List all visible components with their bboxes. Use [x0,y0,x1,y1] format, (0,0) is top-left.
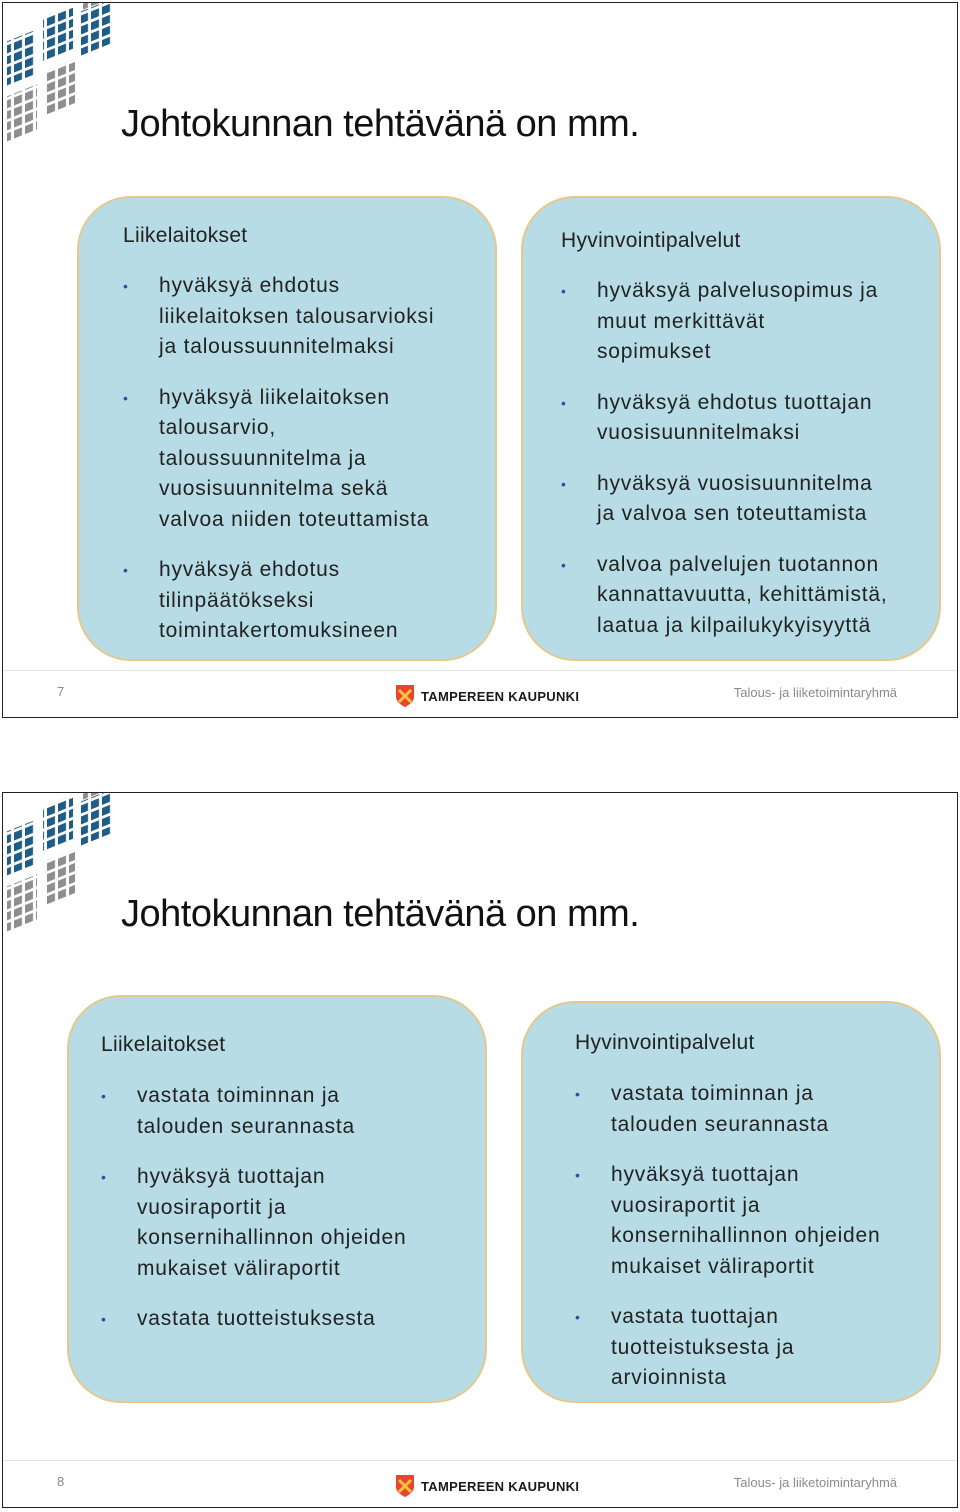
slide-7 [2,2,958,718]
footer-divider [3,1460,957,1461]
tampere-crest-icon [395,1474,415,1498]
liikelaitokset-box [77,196,497,661]
list-item: • vastata tuotteistuksesta [101,1304,465,1335]
page-number: 7 [57,684,65,699]
list-item: • valvoa palvelujen tuotannon kannattavuutta, kehittämistä, laatua ja kilpailukykyisyyttä [561,550,919,642]
list-item: • hyväksyä tuottajan vuosiraportit ja konsernihallinnon ohjeiden mukaiset väliraportit [575,1160,919,1282]
list-item: • hyväksyä vuosisuunnitelma ja valvoa sen toteuttamista [561,469,919,530]
group-name: Talous- ja liiketoimintaryhmä [733,1475,897,1490]
list-item: • hyväksyä palvelusopimus ja muut merkittävät sopimukset [561,276,919,368]
box-heading: Hyvinvointipalvelut [575,1031,755,1054]
box-heading: Hyvinvointipalvelut [561,229,741,252]
hyvinvointipalvelut-box [521,1001,941,1403]
bullet-list [101,1081,465,1355]
footer-divider [3,670,957,671]
box-heading: Liikelaitokset [123,224,248,247]
tampere-crest-icon [395,684,415,708]
page-number: 8 [57,1474,65,1489]
liikelaitokset-box [67,995,487,1403]
list-item: • vastata tuottajan tuotteistuksesta ja arvioinnista [575,1302,919,1394]
bullet-list [561,276,919,661]
list-item: • hyväksyä liikelaitoksen talousarvio, taloussuunnitelma ja vuosisuunnitelma sekä valvoa niiden toteuttamista [123,383,475,536]
slide-title: Johtokunnan tehtävänä on mm. [121,103,640,145]
slide-8 [2,792,958,1508]
list-item: • hyväksyä ehdotus liikelaitoksen talousarvioksi ja taloussuunnitelmaksi [123,271,475,363]
list-item: • vastata toiminnan ja talouden seurannasta [101,1081,465,1142]
list-item: • hyväksyä ehdotus tuottajan vuosisuunnitelmaksi [561,388,919,449]
box-heading: Liikelaitokset [101,1033,226,1056]
bullet-list [575,1079,919,1414]
brand-name: TAMPEREEN KAUPUNKI [421,1478,580,1494]
group-name: Talous- ja liiketoimintaryhmä [733,685,897,700]
city-brand [395,684,579,708]
brand-name: TAMPEREEN KAUPUNKI [421,688,580,704]
bullet-list [123,271,475,667]
list-item: • hyväksyä tuottajan vuosiraportit ja konsernihallinnon ohjeiden mukaiset väliraportit [101,1162,465,1284]
slide-title: Johtokunnan tehtävänä on mm. [121,893,640,935]
list-item: • vastata toiminnan ja talouden seurannasta [575,1079,919,1140]
hyvinvointipalvelut-box [521,196,941,661]
list-item: • hyväksyä ehdotus tilinpäätökseksi toimintakertomuksineen [123,555,475,647]
city-brand [395,1474,579,1498]
